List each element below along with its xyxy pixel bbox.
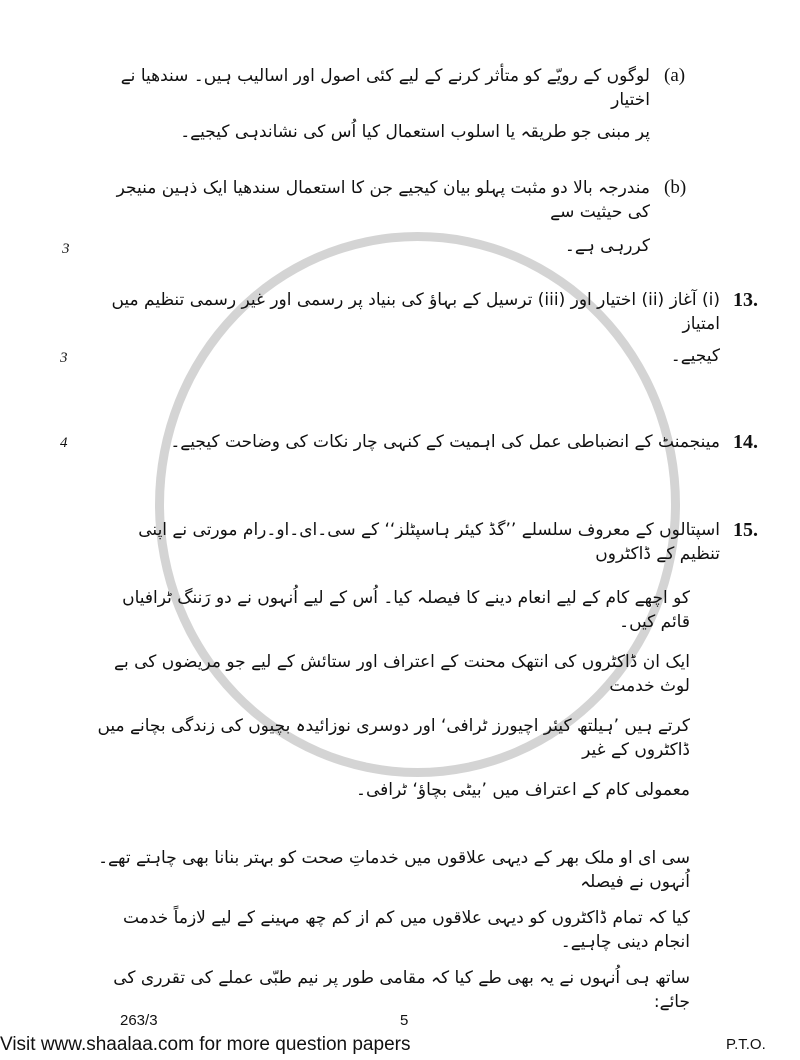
paper-code: 263/3: [120, 1012, 158, 1029]
question-15-line: ایک ان ڈاکٹروں کی انتھک محنت کے اعتراف اور ستائش کے لیے جو مریضوں کی بے لوث خدمت: [114, 652, 690, 696]
question-number-13: 13.: [733, 289, 758, 311]
pto-label: P.T.O.: [726, 1036, 766, 1053]
visit-shaalaa-link[interactable]: Visit www.shaalaa.com for more question papers: [0, 1034, 411, 1055]
question-15-line: کرتے ہیں ’ہیلتھ کیئر اچیورز ٹرافی‘ اور دوسری نوزائیدہ بچیوں کی زندگی بچانے میں ڈاکٹروں کے غیر: [97, 716, 690, 760]
question-15-line: ساتھ ہی اُنہوں نے یہ بھی طے کیا کہ مقامی طور پر نیم طبّی عملے کی تقرری کی جائے:: [113, 968, 690, 1012]
question-15-line: اسپتالوں کے معروف سلسلے ’’گڈ کیئر ہاسپٹلز‘‘ کے سی۔ای۔او۔رام مورتی نے اپنی تنظیم کے ڈاکٹروں: [138, 520, 720, 564]
question-15-line: کیا کہ تمام ڈاکٹروں کو دیہی علاقوں میں کم از کم چھ مہینے کے لیے لازماً خدمت انجام دینی چاہیے۔: [123, 908, 690, 952]
part-b-line: کررہی ہے۔: [564, 236, 650, 256]
question-13-line: (i) آغاز (ii) اختیار اور (iii) ترسیل کے بہاؤ کی بنیاد پر رسمی اور غیر رسمی تنظیم میں امتیاز: [111, 290, 720, 334]
part-a-line: پر مبنی جو طریقہ یا اسلوب استعمال کیا اُس کی نشاندہی کیجیے۔: [180, 122, 650, 142]
part-b-line: مندرجہ بالا دو مثبت پہلو بیان کیجیے جن کا استعمال سندھیا ایک ذہین منیجر کی حیثیت سے: [116, 178, 650, 222]
part-b-label: (b): [664, 177, 687, 198]
part-a-line: لوگوں کے رویّے کو متأثر کرنے کے لیے کئی اصول اور اسالیب ہیں۔ سندھیا نے اختیار: [120, 66, 650, 110]
part-a-label: (a): [664, 65, 686, 86]
question-13-line: کیجیے۔: [670, 346, 720, 366]
question-15-line: کو اچھے کام کے لیے انعام دینے کا فیصلہ کیا۔ اُس کے لیے اُنہوں نے دو رَننگ ٹرافیاں قائم کیں۔: [122, 588, 690, 632]
marks-q14: 4: [60, 435, 68, 451]
question-number-14: 14.: [733, 431, 758, 453]
question-number-15: 15.: [733, 519, 758, 541]
question-15-line: معمولی کام کے اعتراف میں ’بیٹی بچاؤ‘ ٹرافی۔: [356, 780, 690, 800]
question-15-line: سی ای او ملک بھر کے دیہی علاقوں میں خدماتِ صحت کو بہتر بنانا بھی چاہتے تھے۔ اُنہوں نے فیصلہ: [98, 848, 690, 892]
marks-q13: 3: [60, 350, 68, 366]
question-14-line: مینجمنٹ کے انضباطی عمل کی اہمیت کے کنہی چار نکات کی وضاحت کیجیے۔: [170, 432, 720, 452]
marks-q12: 3: [62, 241, 70, 257]
page-number: 5: [400, 1012, 409, 1029]
